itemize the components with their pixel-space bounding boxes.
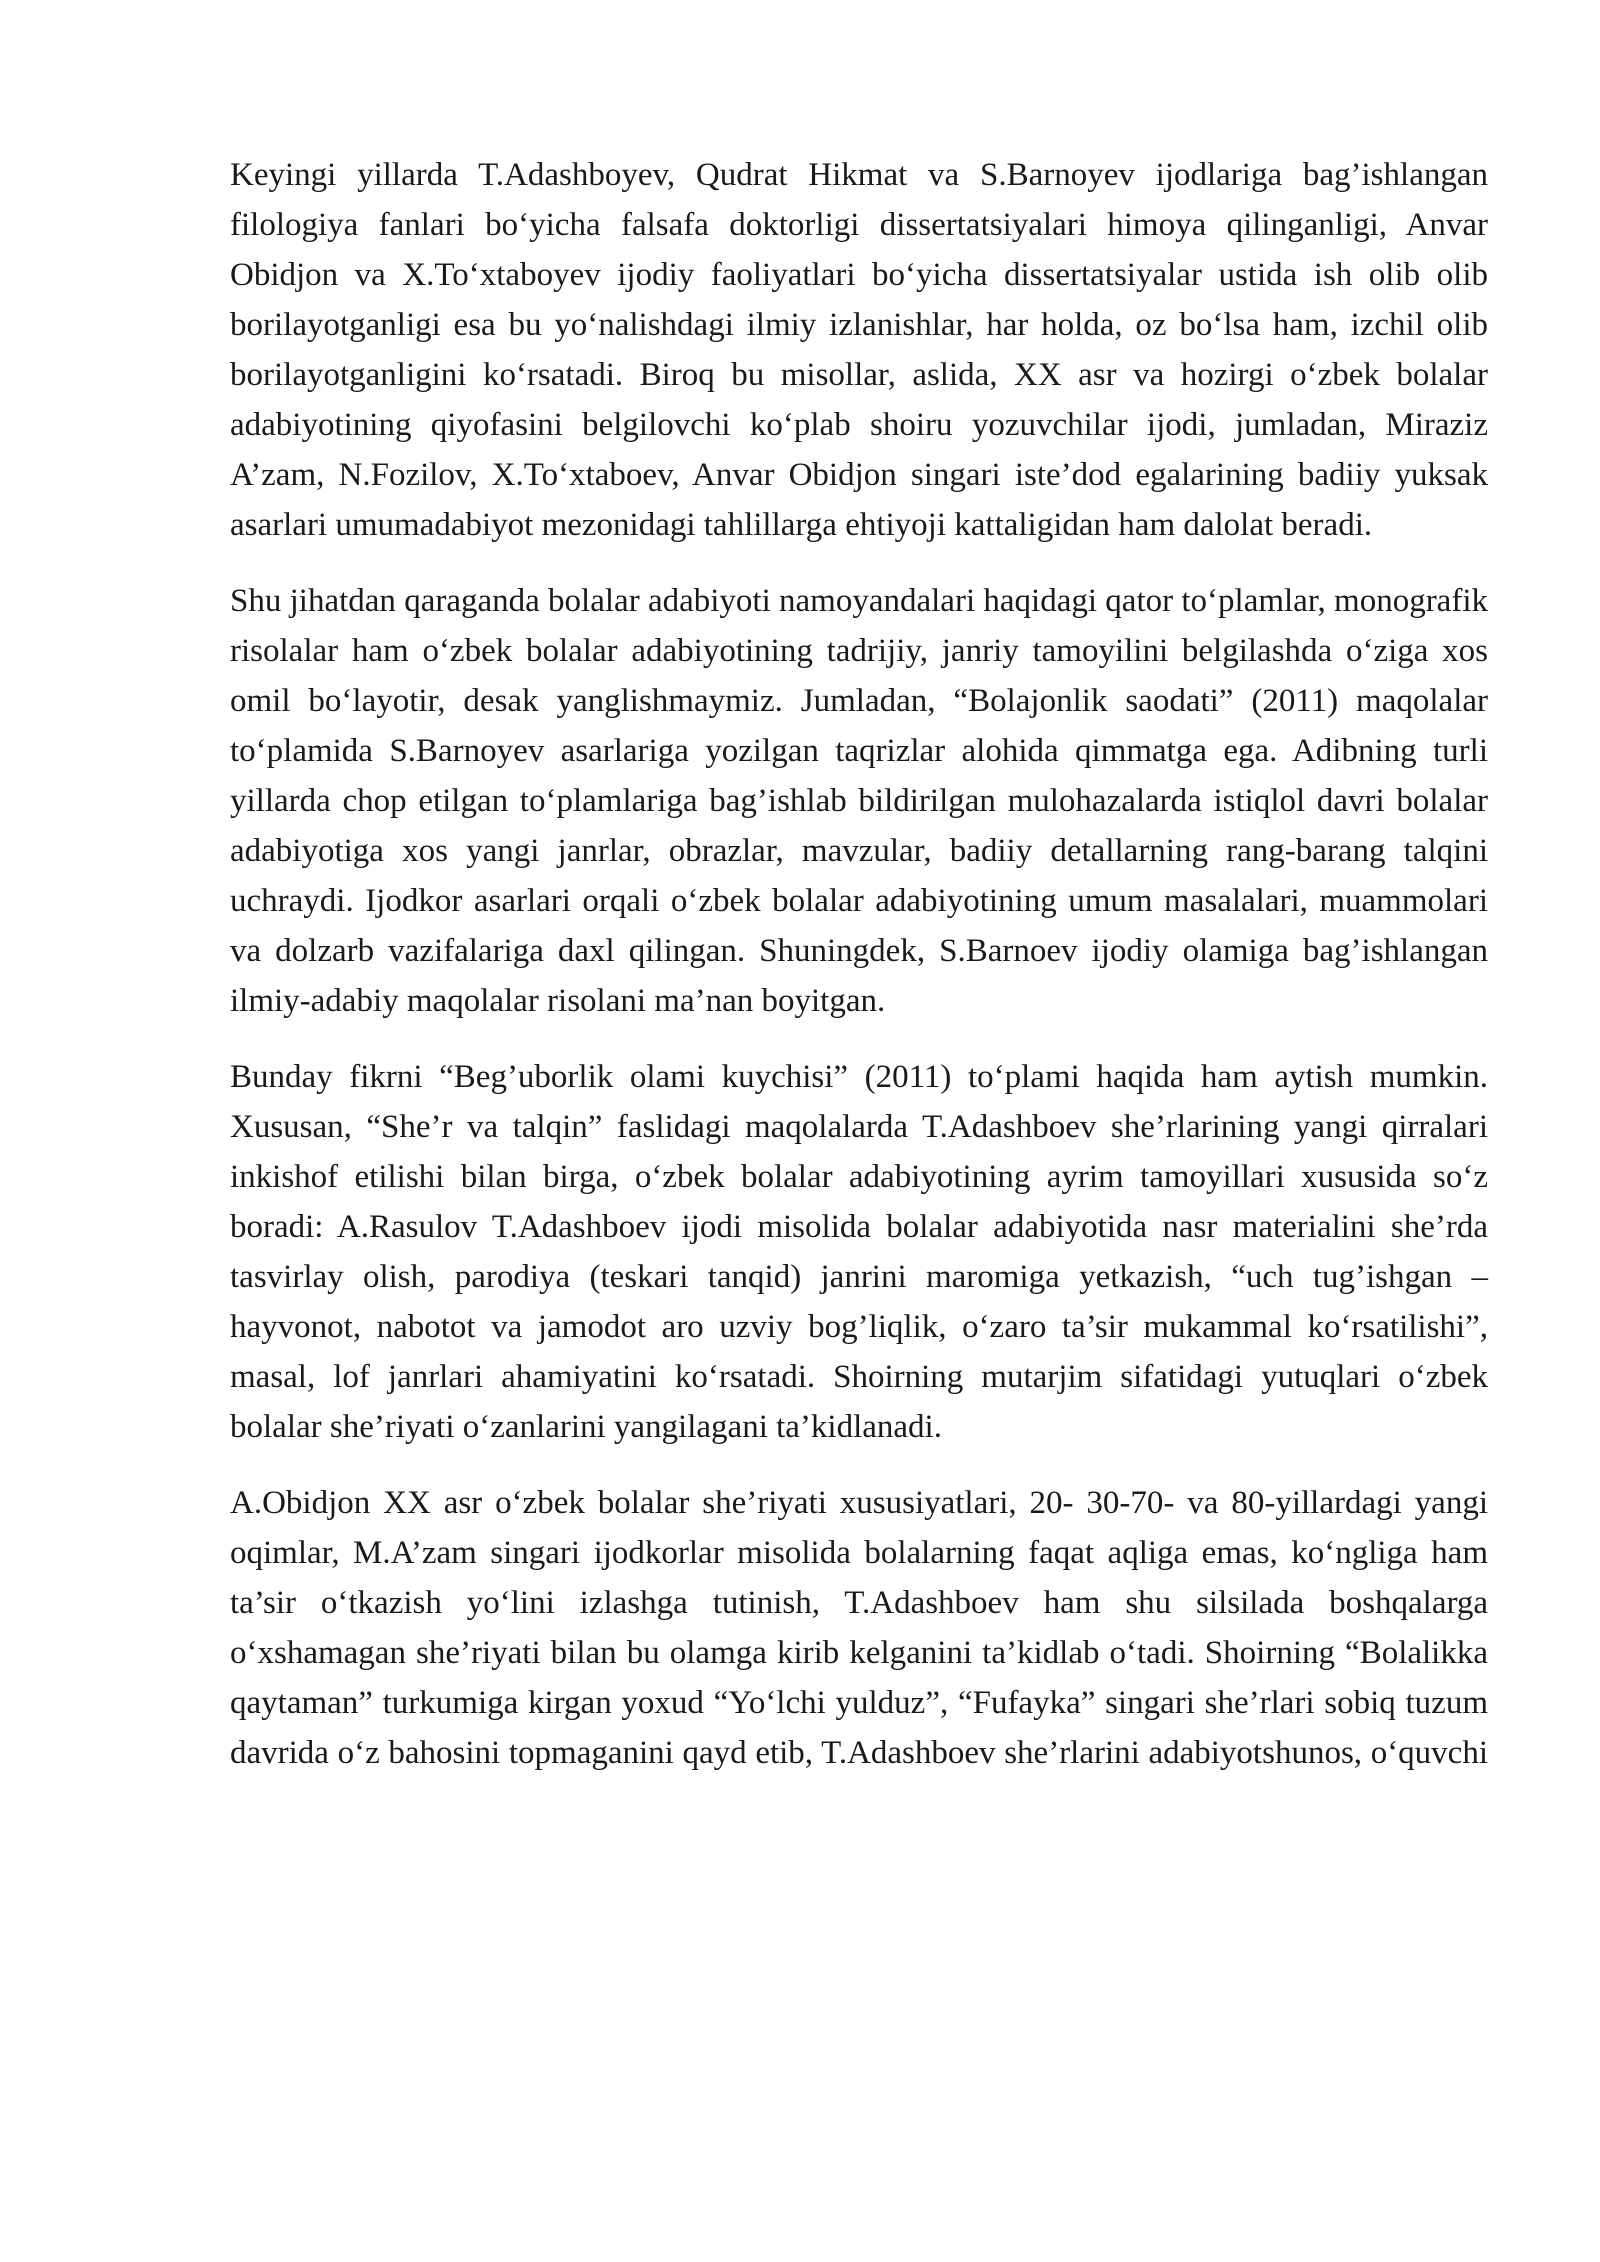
paragraph-1: Keyingi yillarda T.Adashboyev, Qudrat Hikmat va S.Barnoyev ijodlariga bag’ishlangan filologiya fanlari bo‘yicha falsafa doktorligi dissertatsiyalari himoya qilinganligi, Anvar Obidjon va X.To‘xtaboyev ijodiy faoliyatlari bo‘yicha dissertatsiyalar ustida ish olib olib borilayotganligi esa bu yo‘nalishdagi ilmiy izlanishlar, har holda, oz bo‘lsa ham, izchil olib borilayotganligini ko‘rsatadi. Biroq bu misollar, aslida, XX asr va hozirgi o‘zbek bolalar adabiyotining qiyofasini belgilovchi ko‘plab shoiru yozuvchilar ijodi, jumladan, Miraziz A’zam, N.Fozilov, X.To‘xtaboev, Anvar Obidjon singari iste’dod egalarining badiiy yuksak asarlari umumadabiyot mezonidagi tahlillarga ehtiyoji kattaligidan ham dalolat beradi. [230, 157, 1488, 543]
paragraph-2: Shu jihatdan qaraganda bolalar adabiyoti namoyandalari haqidagi qator to‘plamlar, monografik risolalar ham o‘zbek bolalar adabiyotining tadrijiy, janriy tamoyilini belgilashda o‘ziga xos omil bo‘layotir, desak yanglishmaymiz. Jumladan, “Bolajonlik saodati” (2011) maqolalar to‘plamida S.Barnoyev asarlariga yozilgan taqrizlar alohida qimmatga ega. Adibning turli yillarda chop etilgan to‘plamlariga bag’ishlab bildirilgan mulohazalarda istiqlol davri bolalar adabiyotiga xos yangi janrlar, obrazlar, mavzular, badiiy detallarning rang-barang talqini uchraydi. Ijodkor asarlari orqali o‘zbek bolalar adabiyotining umum masalalari, muammolari va dolzarb vazifalariga daxl qilingan. Shuningdek, S.Barnoev ijodiy olamiga bag’ishlangan ilmiy-adabiy maqolalar risolani ma’nan boyitgan. [230, 583, 1488, 1019]
paragraph-4: A.Obidjon XX asr o‘zbek bolalar she’riyati xususiyatlari, 20- 30-70- va 80-yillardagi yangi oqimlar, M.A’zam singari ijodkorlar misolida bolalarning faqat aqliga emas, ko‘ngliga ham ta’sir o‘tkazish yo‘lini izlashga tutinish, T.Adashboev ham shu silsilada boshqalarga o‘xshamagan she’riyati bilan bu olamga kirib kelganini ta’kidlab o‘tadi. Shoirning “Bolalikka qaytaman” turkumiga kirgan yoxud “Yo‘lchi yulduz”, “Fufayka” singari she’rlari sobiq tuzum davrida o‘z bahosini topmaganini qayd etib, T.Adashboev she’rlarini adabiyotshunos, o‘quvchi [230, 1485, 1488, 1771]
body-text [230, 150, 1488, 1778]
paragraph-3: Bunday fikrni “Beg’uborlik olami kuychisi” (2011) to‘plami haqida ham aytish mumkin. Xususan, “She’r va talqin” faslidagi maqolalarda T.Adashboev she’rlarining yangi qirralari inkishof etilishi bilan birga, o‘zbek bolalar adabiyotining ayrim tamoyillari xususida so‘z boradi: A.Rasulov T.Adashboev ijodi misolida bolalar adabiyotida nasr materialini she’rda tasvirlay olish, parodiya (teskari tanqid) janrini maromiga yetkazish, “uch tug’ishgan – hayvonot, nabotot va jamodot aro uzviy bog’liqlik, o‘zaro ta’sir mukammal ko‘rsatilishi”, masal, lof janrlari ahamiyatini ko‘rsatadi. Shoirning mutarjim sifatidagi yutuqlari o‘zbek bolalar she’riyati o‘zanlarini yangilagani ta’kidlanadi. [230, 1059, 1488, 1445]
